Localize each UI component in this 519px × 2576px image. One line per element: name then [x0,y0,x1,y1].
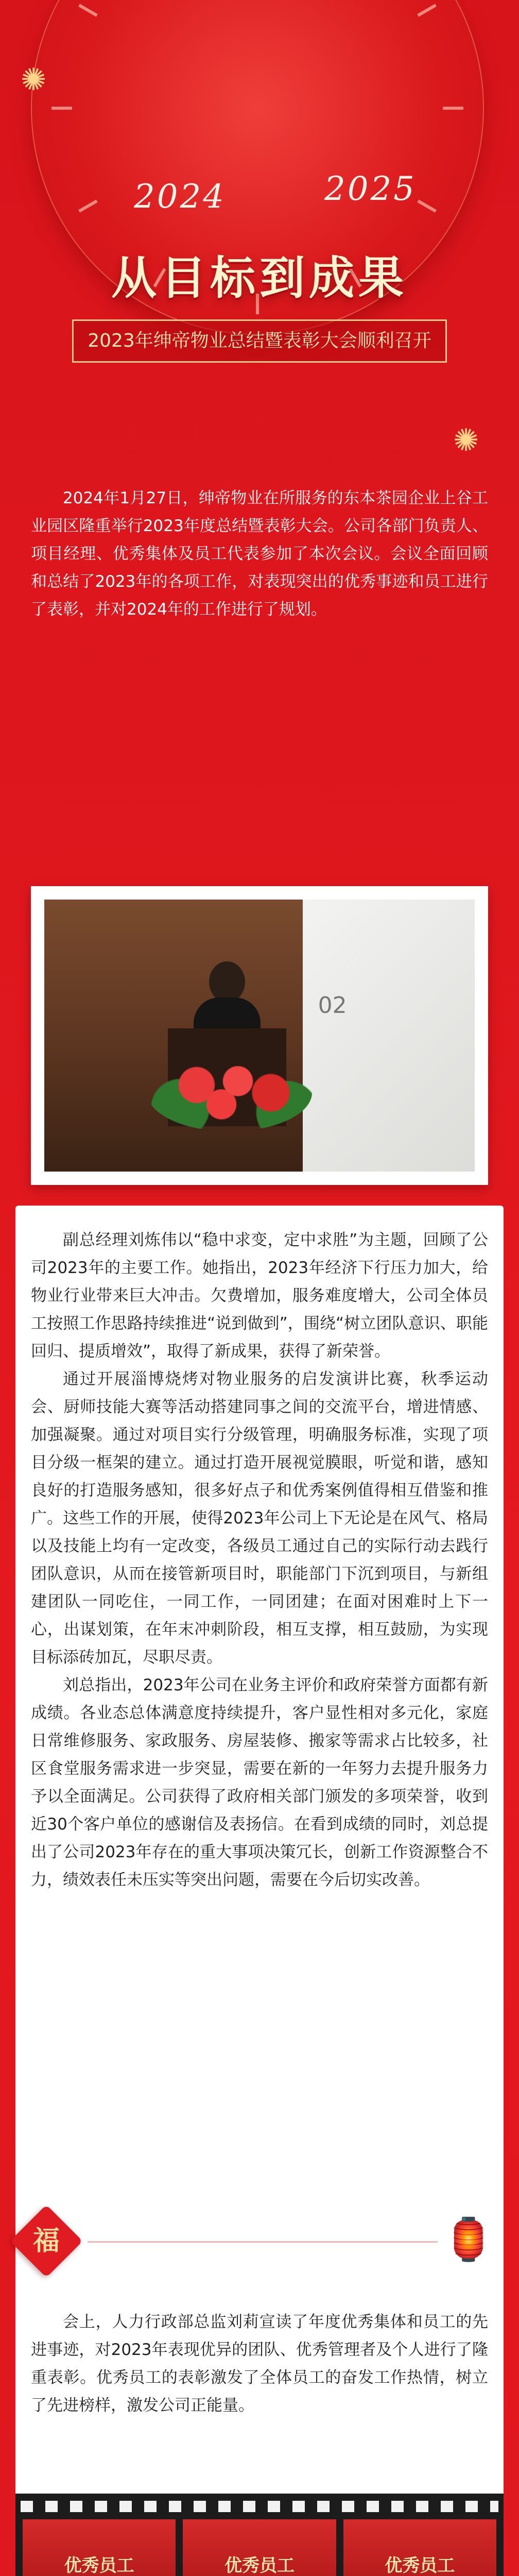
year-right: 2025 [324,170,417,208]
review-paragraph: 副总经理刘炼伟以“稳中求变，定中求胜”为主题，回顾了公司2023年的主要工作。她指出，2023年经济下行压力加大，给物业行业带来巨大冲击。欠费增加，服务难度增大，公司全体员工按照工作思路持续推进“说到做到”，围绕“树立团队意识、职能回归、提质增效”，取得了新成果，获得了新荣誉。 [31,1231,488,1361]
firework-icon: ✺ [21,62,47,98]
firework-icon: ✺ [453,422,479,459]
projection-screen [303,900,475,1172]
speaker-photo [44,900,475,1172]
intro-paragraph: 2024年1月27日，绅帝物业在所服务的东本茶园企业上谷工业园区隆重举行2023年度总结暨表彰大会。公司各部门负责人、项目经理、优秀集体及员工代表参加了本次会议。会议全面回顾和总结了2023年的各项工作，对表现突出的优秀事迹和员工进行了表彰，并对2024年的工作进行了规划。 [31,489,488,619]
section-awards [31,2308,488,2419]
screen-number: 02 [318,992,347,1019]
year-left: 2024 [134,178,226,216]
awards-paragraph: 会上，人力行政部总监刘莉宣读了年度优秀集体和员工的先进事迹，对2023年表现优异的团队、优秀管理者及个人进行了隆重表彰。优秀员工的表彰激发了全体员工的奋发工作热情，树立了先进榜样，激发公司正能量。 [31,2313,488,2415]
subtitle-banner: 2023年绅帝物业总结暨表彰大会顺利召开 [72,319,447,363]
fu-tag-badge: 福 [10,2205,82,2277]
intro-text [31,484,488,623]
page-title: 从目标到成果 [111,251,408,304]
award-photo-strip [15,2494,504,2576]
review-paragraph: 通过开展淄博烧烤对物业服务的启发演讲比赛，秋季运动会、厨师技能大赛等活动搭建同事之间的交流平台，增进情感、加强凝聚。通过对项目实行分级管理，明确服务标准，实现了项目分级一框架的建立。通过打造开展视觉膜眼，听觉和谐，感知良好的打造服务感知，很多好点子和优秀案例值得相互借鉴和推广。这些工作的开展，使得2023年公司上下无论是在风气、格局以及技能上均有一定改变，各级员工通过自己的实际行动去践行团队意识，从而在接管新项目时，职能部门下沉到项目，与新组建团队一同吃住，一同工作，一同团建；在面对困难时上下一心，出谋划策，在年末冲刺阶段，相互支撑，相互鼓励，为实现目标添砖加瓦，尽职尽责。 [31,1370,488,1667]
review-paragraph: 刘总指出，2023年公司在业务主评价和政府荣誉方面都有新成绩。各业态总体满意度持续提升，客户显性相对多元化，家庭日常维修服务、家政服务、房屋装修、搬家等需求占比较多，社区食堂服务需求进一步突显，需要在新的一年努力去提升服务力予以全面满足。公司获得了政府相关部门颁发的多项荣誉，收到近30个客户单位的感谢信及表扬信。在看到成绩的同时，刘总提出了公司2023年存在的重大事项决策冗长，创新工作资源整合不力，绩效表任未压实等突出问题，需要在今后切实改善。 [31,1676,488,1889]
award-photo: 优秀员工 [343,2519,496,2576]
lantern-icon: 🏮 [443,2215,494,2263]
divider-line [88,2241,438,2243]
award-photo: 优秀员工 [183,2519,336,2576]
header-banner [0,0,519,495]
flower-arrangement [147,1054,312,1131]
photo-frame-speaker [31,886,488,1185]
section-review [31,1226,488,1894]
award-photo: 优秀员工 [23,2519,176,2576]
